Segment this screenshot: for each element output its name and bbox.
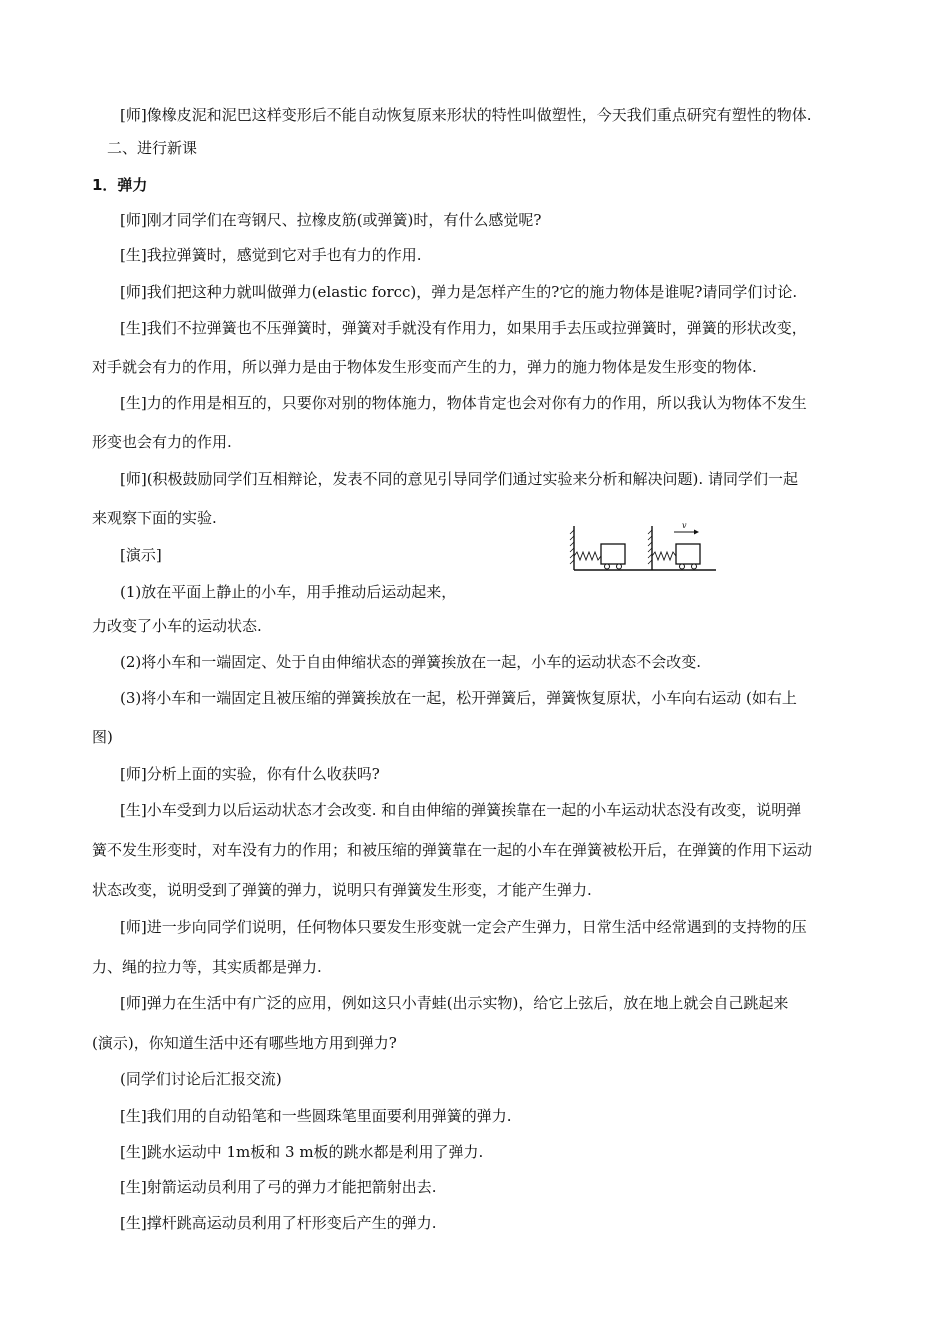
right-cart-wheel [692, 564, 697, 569]
paragraph: [师](积极鼓励同学们互相辩论，发表不同的意见引导同学们通过实验来分析和解决问题). 请同学们一起 [120, 470, 798, 488]
right-spring [652, 552, 676, 560]
section-heading: 二、进行新课 [107, 139, 198, 157]
left-cart-wheel [605, 564, 610, 569]
velocity-arrow-head [694, 530, 699, 535]
paragraph-plasticity: [师]像橡皮泥和泥巴这样变形后不能自动恢复原来形状的特性叫做塑性，今天我们重点研究有塑性的物体. [120, 106, 812, 124]
paragraph: [演示] [120, 546, 162, 564]
left-cart-wheel [617, 564, 622, 569]
paragraph: [师]我们把这种力就叫做弹力(elastic forcc)，弹力是怎样产生的?它的施力物体是谁呢?请同学们讨论. [120, 283, 798, 301]
paragraph: (同学们讨论后汇报交流) [120, 1070, 282, 1088]
paragraph: (2)将小车和一端固定、处于自由伸缩状态的弹簧挨放在一起，小车的运动状态不会改变. [120, 653, 702, 671]
paragraph-continuation: 来观察下面的实验. [92, 509, 217, 527]
paragraph: [生]我拉弹簧时，感觉到它对手也有力的作用. [120, 246, 422, 264]
spring-cart-diagram [566, 518, 718, 574]
spring-cart-figure [566, 518, 718, 574]
paragraph: [生]小车受到力以后运动状态才会改变. 和自由伸缩的弹簧挨靠在一起的小车运动状态没有改变，说明弹 [120, 801, 802, 819]
paragraph-continuation: 力、绳的拉力等，其实质都是弹力. [92, 958, 322, 976]
paragraph-continuation: 簧不发生形变时，对车没有力的作用；和被压缩的弹簧靠在一起的小车在弹簧被松开后，在弹簧的作用下运动 [92, 841, 813, 859]
right-cart-wheel [680, 564, 685, 569]
paragraph-continuation: 对手就会有力的作用，所以弹力是由于物体发生形变而产生的力，弹力的施力物体是发生形变的物体. [92, 358, 757, 376]
paragraph: [生]跳水运动中 1m板和 3 m板的跳水都是利用了弹力. [120, 1143, 484, 1161]
paragraph: [生]射箭运动员利用了弓的弹力才能把箭射出去. [120, 1178, 437, 1196]
paragraph-continuation: 状态改变，说明受到了弹簧的弹力，说明只有弹簧发生形变，才能产生弹力. [92, 881, 592, 899]
right-cart [676, 544, 700, 564]
paragraph: [师]刚才同学们在弯钢尺、拉橡皮筋(或弹簧)时，有什么感觉呢? [120, 211, 542, 229]
paragraph: [生]力的作用是相互的，只要你对别的物体施力，物体肯定也会对你有力的作用，所以我认为物体不发生 [120, 394, 807, 412]
paragraph: [师]弹力在生活中有广泛的应用，例如这只小青蛙(出示实物)，给它上弦后，放在地上就会自己跳起来 [120, 994, 789, 1012]
paragraph: (1)放在平面上静止的小车，用手推动后运动起来， [120, 583, 457, 601]
paragraph-continuation: 形变也会有力的作用. [92, 433, 232, 451]
left-spring [574, 552, 601, 560]
paragraph: [生]我们用的自动铅笔和一些圆珠笔里面要利用弹簧的弹力. [120, 1107, 512, 1125]
paragraph: [师]进一步向同学们说明，任何物体只要发生形变就一定会产生弹力，日常生活中经常遇到的支持物的压 [120, 918, 807, 936]
paragraph-continuation: (演示)，你知道生活中还有哪些地方用到弹力? [92, 1034, 397, 1052]
paragraph-continuation: 图) [92, 728, 113, 746]
paragraph: (3)将小车和一端固定且被压缩的弹簧挨放在一起，松开弹簧后，弹簧恢复原状，小车向右运动 (如右上 [120, 689, 797, 707]
paragraph: [师]分析上面的实验，你有什么收获吗? [120, 765, 380, 783]
subsection-heading: 1．弹力 [92, 176, 148, 194]
paragraph: [生]撑杆跳高运动员利用了杆形变后产生的弹力. [120, 1214, 437, 1232]
paragraph-continuation: 力改变了小车的运动状态. [92, 617, 262, 635]
left-cart [601, 544, 625, 564]
paragraph: [生]我们不拉弹簧也不压弹簧时，弹簧对手就没有作用力，如果用手去压或拉弹簧时，弹簧的形状改变， [120, 319, 807, 337]
velocity-label: v [682, 521, 687, 530]
